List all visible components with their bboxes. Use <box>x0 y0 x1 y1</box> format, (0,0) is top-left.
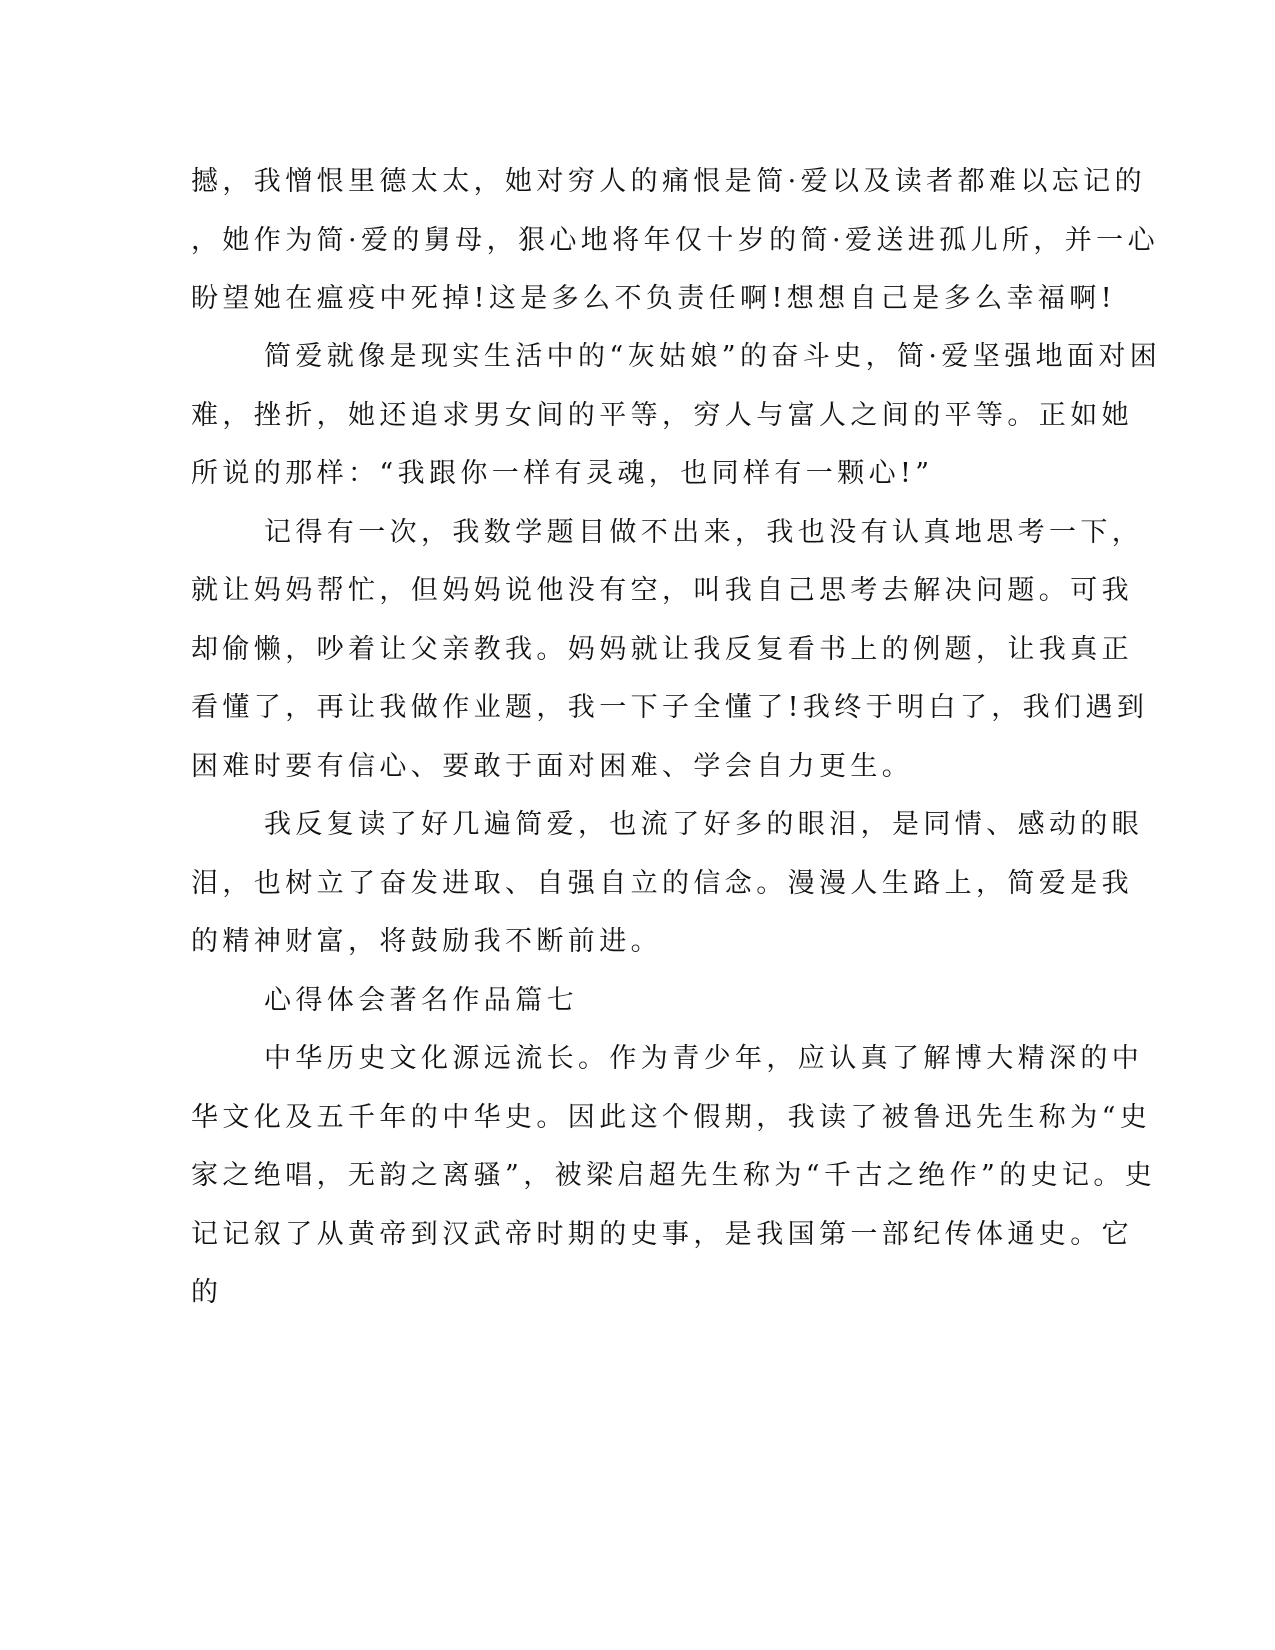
text-line: 家之绝唱，无韵之离骚”，被梁启超先生称为“千古之绝作”的史记。史 <box>191 1160 1157 1191</box>
paragraph-start-line: 简爱就像是现实生活中的“灰姑娘”的奋斗史，简·爱坚强地面对困 <box>264 341 1162 372</box>
text-line: 华文化及五千年的中华史。因此这个假期，我读了被鲁迅先生称为“史 <box>191 1102 1152 1133</box>
text-line: 看懂了，再让我做作业题，我一下子全懂了!我终于明白了，我们遇到 <box>191 692 1149 723</box>
section-heading: 心得体会著名作品篇七 <box>264 985 578 1016</box>
text-line: 困难时要有信心、要敢于面对困难、学会自力更生。 <box>191 751 914 782</box>
text-line: 的精神财富，将鼓励我不断前进。 <box>191 926 662 957</box>
text-line: 却偷懒，吵着让父亲教我。妈妈就让我反复看书上的例题，让我真正 <box>191 634 1133 665</box>
text-line: ，她作为简·爱的舅母，狠心地将年仅十岁的简·爱送进孤儿所，并一心 <box>191 225 1159 256</box>
text-line: 就让妈妈帮忙，但妈妈说他没有空，叫我自己思考去解决问题。可我 <box>191 575 1133 606</box>
paragraph-start-line: 我反复读了好几遍简爱，也流了好多的眼泪，是同情、感动的眼 <box>264 809 1144 840</box>
text-line: 的 <box>191 1277 223 1308</box>
paragraph-start-line: 记得有一次，我数学题目做不出来，我也没有认真地思考一下， <box>264 517 1144 548</box>
text-line: 泪，也树立了奋发进取、自强自立的信念。漫漫人生路上，简爱是我 <box>191 868 1133 899</box>
text-line: 记记叙了从黄帝到汉武帝时期的史事，是我国第一部纪传体通史。它 <box>191 1219 1133 1250</box>
text-line: 所说的那样：“我跟你一样有灵魂，也同样有一颗心!” <box>191 458 934 489</box>
text-line: 撼，我憎恨里德太太，她对穷人的痛恨是简·爱以及读者都难以忘记的 <box>191 166 1146 197</box>
text-line: 盼望她在瘟疫中死掉!这是多么不负责任啊!想想自己是多么幸福啊! <box>191 283 1116 314</box>
paragraph-start-line: 中华历史文化源远流长。作为青少年，应认真了解博大精深的中 <box>264 1043 1144 1074</box>
text-line: 难，挫折，她还追求男女间的平等，穷人与富人之间的平等。正如她 <box>191 400 1133 431</box>
